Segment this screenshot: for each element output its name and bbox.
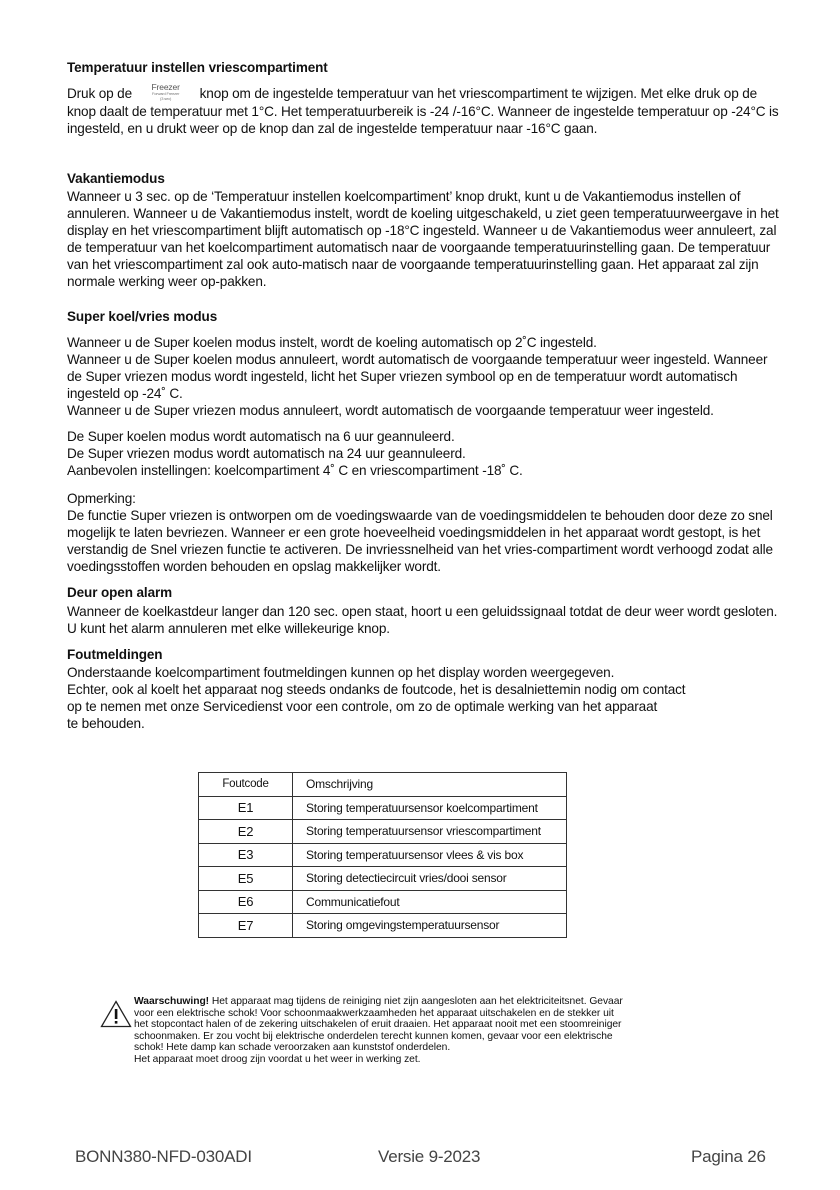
- heading-vacation-mode: Vakantiemodus: [67, 171, 165, 186]
- paragraph-error-messages: [67, 664, 782, 732]
- error-description: Storing temperatuursensor vlees & vis box: [293, 843, 567, 867]
- footer-page-number: Pagina 26: [691, 1147, 766, 1166]
- heading-error-messages: Foutmeldingen: [67, 647, 163, 662]
- table-row: [199, 890, 567, 914]
- warning-title: Waarschuwing!: [134, 996, 210, 1007]
- error-code: E2: [199, 820, 293, 844]
- heading-door-alarm: Deur open alarm: [67, 585, 173, 600]
- table-header-row: [199, 773, 567, 797]
- super-line: Wanneer u de Super koelen modus annuleert, wordt automatisch de voorgaande temperatuur weer ingesteld. Wanneer de Super vriezen modus wordt ingesteld, licht het Super vriezen symbool op en de temperatuur wordt automatisch ingesteld op -24˚ C.: [67, 352, 768, 401]
- freezer-icon-sublabel-2: (3 sec): [160, 95, 172, 101]
- table-row: [199, 843, 567, 867]
- error-intro-line: op te nemen met onze Servicedienst voor een controle, om zo de optimale werking van het apparaat: [67, 699, 658, 714]
- auto-line: De Super koelen modus wordt automatisch na 6 uur geannuleerd.: [67, 429, 455, 444]
- error-intro-line: te behouden.: [67, 716, 145, 731]
- paragraph-vacation-mode: Wanneer u 3 sec. op de ‘Temperatuur instellen koelcompartiment’ knop drukt, kunt u de Vakantiemodus instellen of annuleren. Wanneer u de Vakantiemodus instelt, wordt de koeling uitgeschakeld, u ziet geen temperatuurweergave in het display en het vriescompartiment blijft automatisch op -18°C ingesteld. Wanneer u de Vakantiemodus weer annuleert, zal de temperatuur van het koelcompartiment automatisch naar de voorgaande temperatuurinstelling gaan. De temperatuur van het vriescompartiment zal ook auto-matisch naar de voorgaande temperatuurinstelling gaan. Het apparaat zal zijn normale werking weer op-pakken.: [67, 189, 779, 289]
- paragraph-note: [67, 490, 782, 575]
- warning-text: [134, 996, 764, 1066]
- paragraph-door-alarm: Wanneer de koelkastdeur langer dan 120 sec. open staat, hoort u een geluidssignaal totdat de deur weer wordt gesloten. U kunt het alarm annuleren met elke willekeurige knop.: [67, 604, 778, 636]
- table-row: [199, 796, 567, 820]
- error-description: Communicatiefout: [293, 890, 567, 914]
- warning-line: Het apparaat mag tijdens de reiniging niet zijn aangesloten aan het elektriciteitsnet. Gevaar: [209, 996, 623, 1007]
- error-code: E7: [199, 914, 293, 938]
- error-intro-line: Echter, ook al koelt het apparaat nog steeds ondanks de foutcode, het is desalniettemin nodig om contact: [67, 682, 686, 697]
- warning-line: voor een elektrische schok! Voor schoonmaakwerkzaamheden het apparaat uitschakelen en de stekker uit: [134, 1007, 614, 1019]
- error-code: E3: [199, 843, 293, 867]
- heading-freezer-temp: Temperatuur instellen vriescompartiment: [67, 60, 328, 75]
- paragraph-super-mode: [67, 334, 782, 419]
- warning-line: Het apparaat moet droog zijn voordat u het weer in werking zet.: [134, 1053, 421, 1065]
- warning-triangle-icon: [100, 1000, 132, 1028]
- error-code: E1: [199, 796, 293, 820]
- super-line: Wanneer u de Super koelen modus instelt, wordt de koeling automatisch op 2˚C ingesteld.: [67, 335, 597, 350]
- column-header-code: Foutcode: [199, 773, 293, 797]
- paragraph-super-auto: [67, 428, 782, 479]
- error-code: E6: [199, 890, 293, 914]
- error-description: Storing detectiecircuit vries/dooi sensor: [293, 867, 567, 891]
- error-description: Storing temperatuursensor vriescompartiment: [293, 820, 567, 844]
- auto-line: De Super vriezen modus wordt automatisch na 24 uur geannuleerd.: [67, 446, 466, 461]
- text-after-icon: knop om de ingestelde temperatuur van het vriescompartiment te wijzigen. Met elke druk op de knop daalt de temperatuur met 1°C. Het temperatuurbereik is -24 /-16°C. Wanneer de ingestelde temperatuur op -24°C is ingesteld, en u drukt weer op de knop dan zal de ingestelde temperatuur naar -16°C gaan.: [67, 86, 779, 136]
- error-description: Storing temperatuursensor koelcompartiment: [293, 796, 567, 820]
- table-row: [199, 914, 567, 938]
- auto-line: Aanbevolen instellingen: koelcompartiment 4˚ C en vriescompartiment -18˚ C.: [67, 463, 523, 478]
- error-code: E5: [199, 867, 293, 891]
- error-intro-line: Onderstaande koelcompartiment foutmeldingen kunnen op het display worden weergegeven.: [67, 665, 615, 680]
- warning-line: het stopcontact halen of de zekering uitschakelen of eruit draaien. Het apparaat nooit met een stoomreiniger: [134, 1019, 622, 1031]
- column-header-description: Omschrijving: [293, 773, 567, 797]
- super-line: Wanneer u de Super vriezen modus annuleert, wordt automatisch de voorgaande temperatuur weer ingesteld.: [67, 403, 714, 418]
- warning-line: schoonmaken. Er zou vocht bij elektrische onderdelen terecht kunnen komen, gevaar voor een elektrische: [134, 1030, 613, 1042]
- footer-model: BONN380-NFD-030ADI: [75, 1147, 252, 1166]
- heading-super-mode: Super koel/vries modus: [67, 309, 218, 324]
- error-description: Storing omgevingstemperatuursensor: [293, 914, 567, 938]
- note-label: Opmerking:: [67, 491, 136, 506]
- table-row: [199, 867, 567, 891]
- warning-line: schok! Hete damp kan schade veroorzaken aan kunststof onderdelen.: [134, 1042, 451, 1054]
- freezer-icon-label: Freezer: [151, 82, 180, 92]
- note-text: De functie Super vriezen is ontworpen om de voedingswaarde van de voedingsmiddelen te behouden door deze zo snel mogelijk te laten bevriezen. Wanneer er een grote hoeveelheid voedingsmiddelen in het apparaat wordt gestopt, is het verstandig de Snel vriezen functie te activeren. De invriessnelheid van het vries-compartiment wordt verhoogd zodat alle voedingsstoffen worden behouden en opslag makkelijker wordt.: [67, 508, 773, 574]
- table-row: [199, 820, 567, 844]
- freezer-button-icon: [142, 83, 190, 101]
- footer-version: Versie 9-2023: [378, 1147, 481, 1166]
- freezer-icon-sublabel: Forward Freezer: [151, 91, 180, 96]
- error-code-table: [198, 772, 567, 938]
- text-before-icon: Druk op de: [67, 86, 132, 101]
- paragraph-freezer-temp: [67, 82, 782, 137]
